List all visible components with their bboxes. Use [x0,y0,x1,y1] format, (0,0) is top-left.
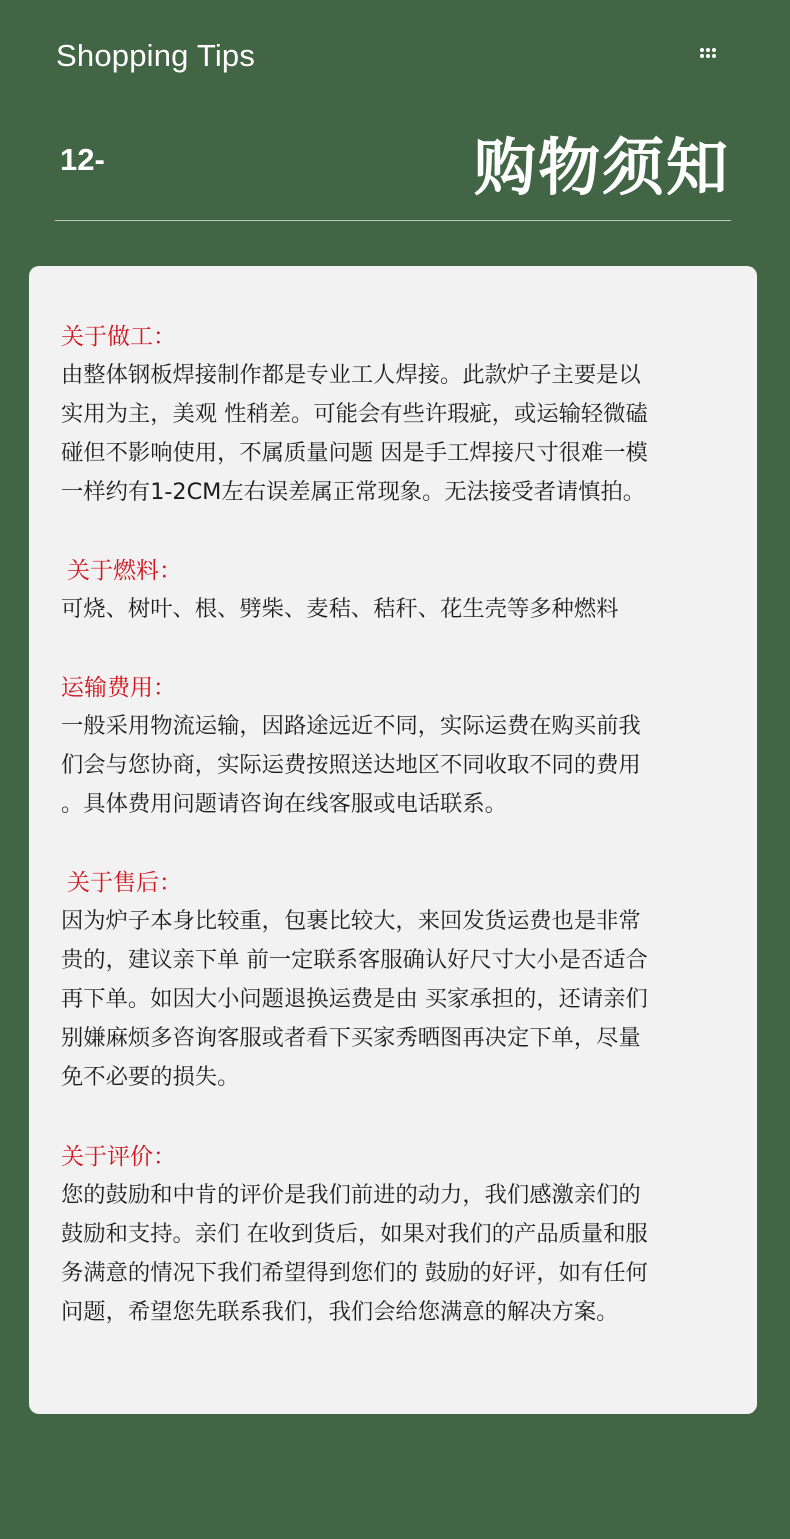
text-line: 问题，希望您先联系我们，我们会给您满意的解决方案。 [61,1299,619,1325]
section-fuel [61,552,731,629]
grid-dots-icon[interactable] [700,48,722,62]
section-body [61,1176,731,1332]
section-heading: 关于做工： [61,324,176,350]
text-line: 一般采用物流运输，因路途远近不同，实际运费在购买前我 [61,713,641,739]
text-line: 务满意的情况下我们希望得到您们的 鼓励的好评，如有任何 [61,1260,648,1286]
section-after-sales [61,864,731,1097]
text-line: 实用为主，美观 性稍差。可能会有些许瑕疵，或运输轻微磕 [61,401,648,427]
page-number: 12- [60,142,105,177]
section-body [61,356,731,512]
section-heading: 关于评价： [61,1144,176,1170]
text-line: 碰但不影响使用，不属质量问题 因是手工焊接尺寸很难一模 [61,440,648,466]
section-body [61,707,731,824]
text-line: 。具体费用问题请咨询在线客服或电话联系。 [61,791,507,817]
section-reviews [61,1138,731,1332]
text-line: 别嫌麻烦多咨询客服或者看下买家秀晒图再决定下单，尽量 [61,1025,641,1051]
section-body [61,902,731,1097]
text-line: 因为炉子本身比较重，包裹比较大，来回发货运费也是非常 [61,908,641,934]
text-line: 再下单。如因大小问题退换运费是由 买家承担的，还请亲们 [61,986,648,1012]
page-title: 购物须知 [473,131,730,204]
text-line: 贵的，建议亲下单 前一定联系客服确认好尺寸大小是否适合 [61,947,648,973]
section-heading: 运输费用： [61,675,176,701]
text-line: 一样约有1-2CM左右误差属正常现象。无法接受者请慎拍。 [61,479,646,505]
header-divider [55,220,731,221]
section-body [61,590,731,629]
text-line: 鼓励和支持。亲们 在收到货后，如果对我们的产品质量和服 [61,1221,648,1247]
text-line: 们会与您协商，实际运费按照送达地区不同收取不同的费用 [61,752,641,778]
section-heading: 关于燃料： [67,558,182,584]
text-line: 免不必要的损失。 [61,1064,240,1090]
text-line: 由整体钢板焊接制作都是专业工人焊接。此款炉子主要是以 [61,362,641,388]
header-title: Shopping Tips [56,38,256,73]
section-shipping [61,669,731,824]
section-heading: 关于售后： [67,870,182,896]
text-line: 您的鼓励和中肯的评价是我们前进的动力，我们感激亲们的 [61,1182,641,1208]
text-line: 可烧、树叶、根、劈柴、麦秸、秸秆、花生壳等多种燃料 [61,596,619,622]
section-craftsmanship [61,318,731,512]
